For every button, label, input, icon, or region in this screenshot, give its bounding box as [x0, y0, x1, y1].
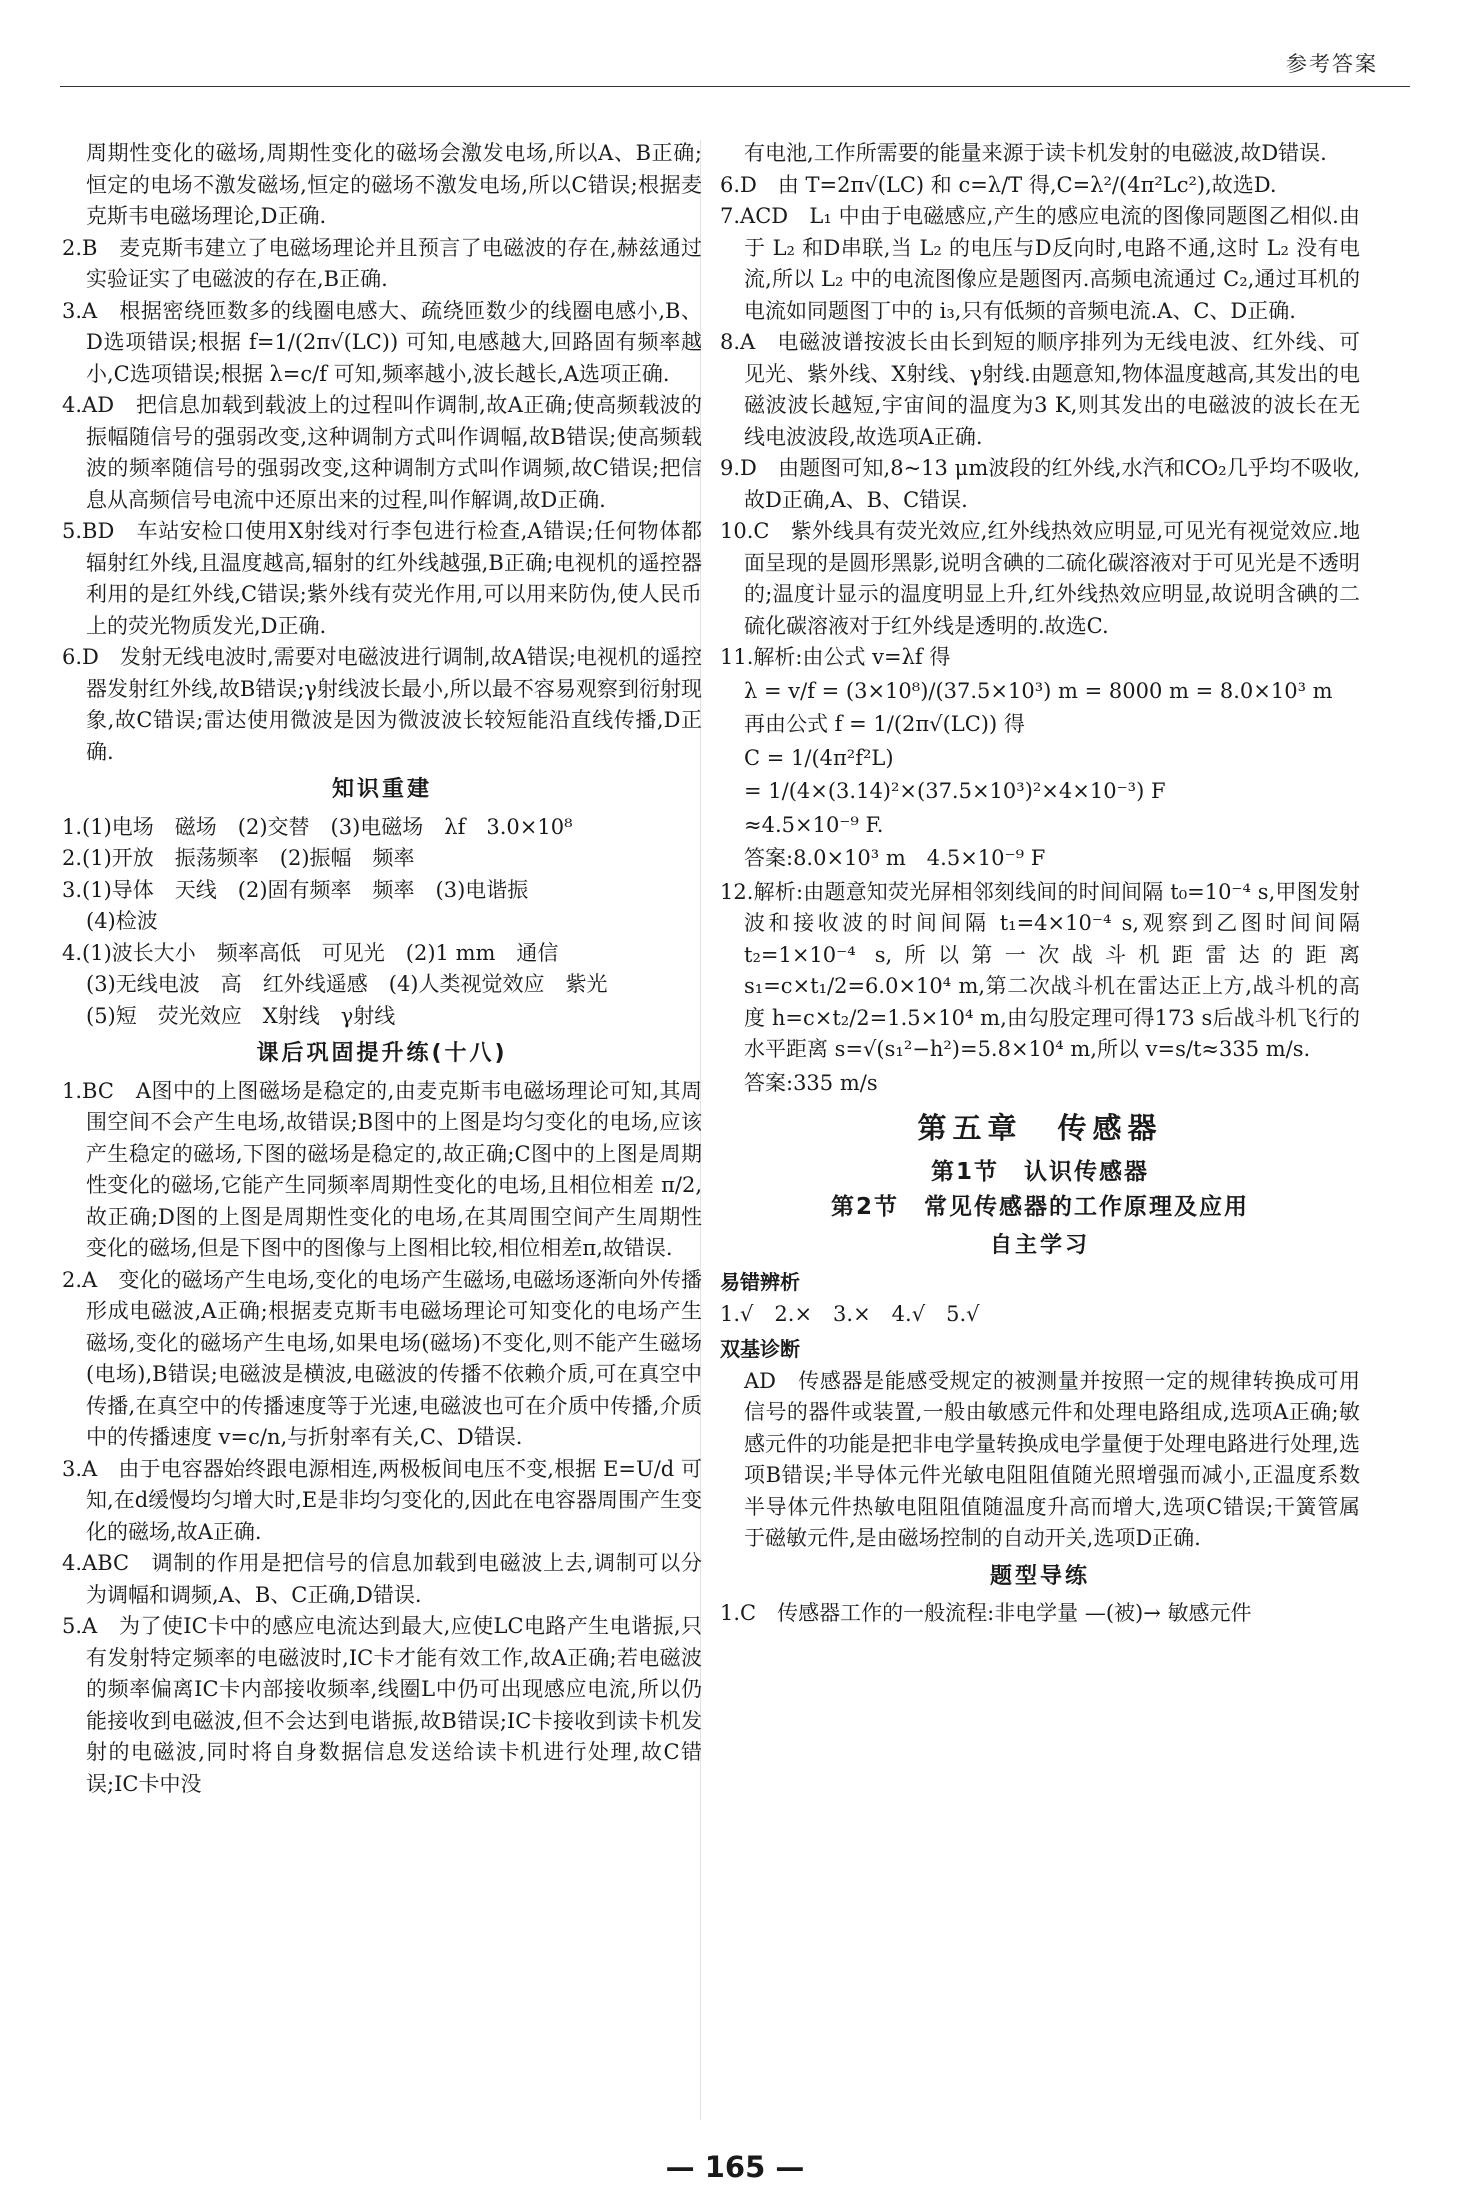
easy-wrong-answers: 1.√ 2.× 3.× 4.√ 5.√	[720, 1301, 980, 1326]
chapter-title: 第五章 传感器	[917, 1111, 1163, 1145]
knowledge-line: (5)短 荧光效应 X射线 γ射线	[86, 1003, 396, 1028]
double-base-text: AD 传感器是能感受规定的被测量并按照一定的规律转换成可用信号的器件或装置,一般由敏感元件和处理电路组成,选项A正确;敏感元件的功能是把非电学量转换成电学量便于处理电路进行处理,选项B错误;半导体元件光敏电阻阻值随光照增强而减小,正温度系数半导体元件热敏电阻阻值随温度升高而增大,选项C错误;干簧管属于磁敏元件,是由磁场控制的自动开关,选项D正确.	[744, 1368, 1360, 1550]
section-title-2: 第2节 常见传感器的工作原理及应用	[830, 1194, 1249, 1220]
q11-equation: = 1/(4×(3.14)²×(37.5×10³)²×4×10⁻³) F	[744, 779, 1166, 803]
q11-equation: λ = v/f = (3×10⁸)/(37.5×10³) m = 8000 m = 8.0×10³ m	[744, 678, 1333, 703]
page-number: — 165 —	[665, 2150, 805, 2184]
answer-item: 8.A 电磁波谱按波长由长到短的顺序排列为无线电波、红外线、可见光、紫外线、X射线、γ射线.由题意知,物体温度越高,其发出的电磁波波长越短,宇宙间的温度为3 K,则其发出的电磁波的波长在无线电波波段,故选项A正确.	[720, 330, 1360, 449]
answer-item: 5.BD 车站安检口使用X射线对行李包进行检查,A错误;任何物体都辐射红外线,且温度越高,辐射的红外线越强,B正确;电视机的遥控器利用的是红外线,C错误;紫外线有荧光作用,可以用来防伪,使人民币上的荧光物质发光,D正确.	[62, 519, 702, 638]
knowledge-section-title: 知识重建	[331, 777, 432, 802]
q12-answer: 答案:335 m/s	[744, 1070, 878, 1095]
answer-item: 10.C 紫外线具有荧光效应,红外线热效应明显,可见光有视觉效应.地面呈现的是圆形黑影,说明含碘的二硫化碳溶液对于可见光是不透明的;温度计显示的温度明显上升,红外线热效应明显,故说明含碘的二硫化碳溶液对于红外线是透明的.故选C.	[720, 519, 1360, 638]
left-column	[62, 138, 702, 1800]
knowledge-line: 2.(1)开放 振荡频率 (2)振幅 频率	[62, 846, 415, 870]
answer-item: 周期性变化的磁场,周期性变化的磁场会激发电场,所以A、B正确;恒定的电场不激发磁场,恒定的磁场不激发电场,所以C错误;根据麦克斯韦电磁场理论,D正确.	[86, 141, 702, 228]
answer-item: 3.A 根据密绕匝数多的线圈电感大、疏绕匝数少的线圈电感小,B、D选项错误;根据 f=1/(2π√(LC)) 可知,电感越大,回路固有频率越小,C选项错误;根据 λ=c/f 可知,频率越小,波长越长,A选项正确.	[62, 298, 702, 386]
practice-item: 5.A 为了使IC卡中的感应电流达到最大,应使LC电路产生电谐振,只有发射特定频率的电磁波时,IC卡才能有效工作,故A正确;若电磁波的频率偏离IC卡内部接收频率,线圈L中仍可出现感应电流,所以仍能接收到电磁波,但不会达到电谐振,故B错误;IC卡接收到读卡机发射的电磁波,同时将自身数据信息发送给读卡机进行处理,故C错误;IC卡中没	[62, 1614, 702, 1796]
q12-text: 12.解析:由题意知荧光屏相邻刻线间的时间间隔 t₀=10⁻⁴ s,甲图发射波和接收波的时间间隔 t₁=4×10⁻⁴ s,观察到乙图时间间隔 t₂=1×10⁻⁴ s,所以第一次战斗机距雷达的距离 s₁=c×t₁/2=6.0×10⁴ m,第二次战斗机在雷达正上方,战斗机的高度 h=c×t₂/2=1.5×10⁴ m,由勾股定理可得173 s后战斗机飞行的水平距离 s=√(s₁²−h²)=5.8×10⁴ m,所以 v=s/t≈335 m/s.	[720, 879, 1360, 1061]
answer-item: 4.AD 把信息加载到载波上的过程叫作调制,故A正确;使高频载波的振幅随信号的强弱改变,这种调制方式叫作调幅,故B错误;使高频载波的频率随信号的强弱改变,这种调制方式叫作调频,故C错误;把信息从高频信号电流中还原出来的过程,叫作解调,故D正确.	[62, 393, 702, 512]
answer-item: 有电池,工作所需要的能量来源于读卡机发射的电磁波,故D错误.	[744, 141, 1327, 165]
right-column	[720, 138, 1360, 1630]
guide-title: 题型导练	[989, 1563, 1090, 1589]
guide-first-item: 1.C 传感器工作的一般流程:非电学量 —(被)→ 敏感元件	[720, 1601, 1252, 1625]
answer-item: 9.D 由题图可知,8~13 μm波段的红外线,水汽和CO₂几乎均不吸收,故D正确,A、B、C错误.	[720, 456, 1360, 512]
answer-item: 6.D 由 T=2π√(LC) 和 c=λ/T 得,C=λ²/(4π²Lc²),故选D.	[720, 172, 1277, 197]
knowledge-line: (3)无线电波 高 红外线遥感 (4)人类视觉效应 紫光	[86, 972, 608, 996]
page-number-value: 165	[704, 2150, 766, 2184]
practice-item: 4.ABC 调制的作用是把信号的信息加载到电磁波上去,调制可以分为调幅和调频,A、B、C正确,D错误.	[62, 1551, 702, 1607]
answer-item: 6.D 发射无线电波时,需要对电磁波进行调制,故A错误;电视机的遥控器发射红外线,故B错误;γ射线波长最小,所以最不容易观察到衍射现象,故C错误;雷达使用微波是因为微波波长较短能沿直线传播,D正确.	[62, 645, 702, 764]
q11-answer: 答案:8.0×10³ m 4.5×10⁻⁹ F	[744, 846, 1046, 870]
self-study-title: 自主学习	[989, 1232, 1090, 1258]
q11-equation: C = 1/(4π²f²L)	[744, 745, 894, 770]
q11-equation: 再由公式 f = 1/(2π√(LC)) 得	[744, 712, 1025, 736]
knowledge-line: (4)检波	[86, 909, 158, 933]
practice-item: 1.BC A图中的上图磁场是稳定的,由麦克斯韦电磁场理论可知,其周围空间不会产生电场,故错误;B图中的上图是均匀变化的电场,应该产生稳定的磁场,下图的磁场是稳定的,故正确;C图中的上图是周期性变化的磁场,它能产生同频率周期性变化的电场,且相位相差 π/2,故正确;D图的上图是周期性变化的电场,在其周围空间产生周期性变化的磁场,但是下图中的图像与上图相比较,相位相差π,故错误.	[62, 1078, 702, 1260]
answer-item: 2.B 麦克斯韦建立了电磁场理论并且预言了电磁波的存在,赫兹通过实验证实了电磁波的存在,B正确.	[62, 235, 702, 291]
knowledge-line: 1.(1)电场 磁场 (2)交替 (3)电磁场 λf 3.0×10⁸	[62, 814, 573, 839]
answer-item: 7.ACD L₁ 中由于电磁感应,产生的感应电流的图像同题图乙相似.由于 L₂ 和D串联,当 L₂ 的电压与D反向时,电路不通,这时 L₂ 没有电流,所以 L₂ 中的电流图像应是题图丙.高频电流通过 C₂,通过耳机的电流如同题图丁中的 i₃,只有低频的音频电流.A、C、D正确.	[720, 204, 1360, 323]
practice-item: 2.A 变化的磁场产生电场,变化的电场产生磁场,电磁场逐渐向外传播形成电磁波,A正确;根据麦克斯韦电磁场理论可知变化的电场产生磁场,变化的磁场产生电场,如果电场(磁场)不变化,则不能产生磁场(电场),B错误;电磁波是横波,电磁波的传播不依赖介质,可在真空中传播,在真空中的传播速度等于光速,电磁波也可在介质中传播,介质中的传播速度 v=c/n,与折射率有关,C、D错误.	[62, 1267, 702, 1449]
knowledge-line: 3.(1)导体 天线 (2)固有频率 频率 (3)电谐振	[62, 877, 529, 902]
page-header-title: 参考答案	[1286, 52, 1378, 76]
knowledge-line: 4.(1)波长大小 频率高低 可见光 (2)1 mm 通信	[62, 940, 559, 965]
section-title-1: 第1节 认识传感器	[930, 1158, 1149, 1185]
practice-section-title: 课后巩固提升练(十八)	[256, 1041, 508, 1066]
q11-intro: 11.解析:由公式 v=λf 得	[720, 645, 951, 669]
practice-item: 3.A 由于电容器始终跟电源相连,两极板间电压不变,根据 E=U/d 可知,在d缓慢均匀增大时,E是非均匀变化的,因此在电容器周围产生变化的磁场,故A正确.	[62, 1456, 702, 1544]
easy-wrong-title: 易错辨析	[720, 1270, 800, 1294]
q11-equation: ≈4.5×10⁻⁹ F.	[744, 812, 884, 837]
header-rule	[60, 86, 1410, 87]
double-base-title: 双基诊断	[720, 1337, 800, 1361]
